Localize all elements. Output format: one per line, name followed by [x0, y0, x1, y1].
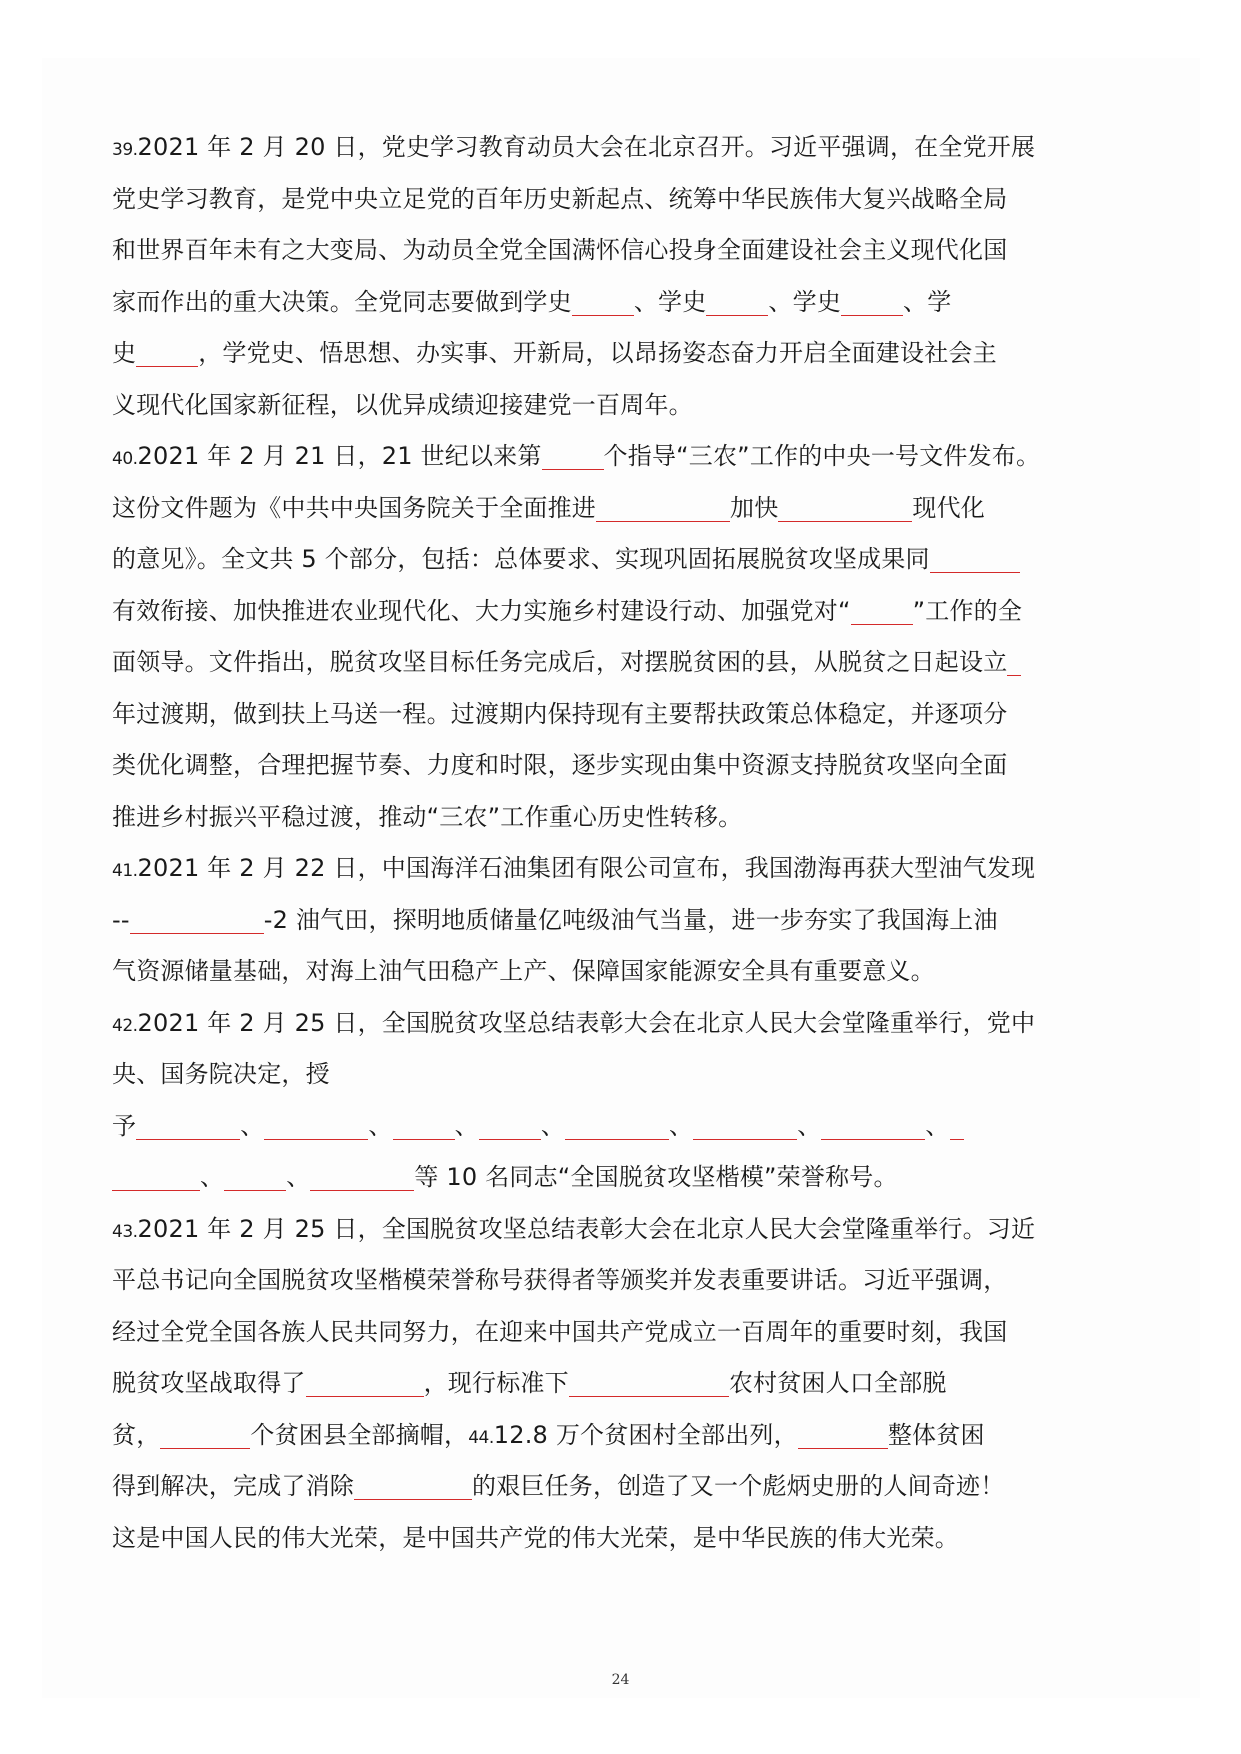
text-segment: 这是中国人民的伟大光荣，是中国共产党的伟大光荣，是中华民族的伟大光荣。 [112, 1523, 959, 1552]
text-segment: ”工作的全 [912, 596, 1023, 625]
text-segment: 有效衔接、加快推进农业现代化、大力实施乡村建设行动、加强党对“ [112, 596, 851, 625]
text-line [112, 483, 1024, 535]
text-segment: 2021 年 2 月 22 日，中国海洋石油集团有限公司宣布，我国渤海再获大型油气发现 [137, 854, 1036, 882]
text-segment: 的意见》。全文共 5 个部分，包括：总体要求、实现巩固拓展脱贫攻坚成果同 [112, 545, 930, 573]
question-number: 40. [112, 449, 138, 469]
text-segment: 党史学习教育，是党中央立足党的百年历史新起点、统筹中华民族伟大复兴战略全局 [112, 184, 1008, 213]
fill-blank[interactable] [393, 1109, 455, 1140]
text-segment: 2021 年 2 月 21 日，21 世纪以来第 [137, 442, 542, 470]
text-line [112, 1101, 1024, 1153]
text-line [112, 225, 1024, 277]
text-segment: 等 10 名同志“全国脱贫攻坚楷模”荣誉称号。 [414, 1163, 898, 1191]
fill-blank[interactable] [130, 903, 264, 934]
question-number: 42. [112, 1015, 138, 1036]
text-segment: 2021 年 2 月 25 日，全国脱贫攻坚总结表彰大会在北京人民大会堂隆重举行。习近 [137, 1214, 1036, 1243]
text-segment: 、学 [903, 287, 952, 316]
text-segment: 这份文件题为《中共中央国务院关于全面推进 [112, 493, 596, 522]
text-segment: 的艰巨任务，创造了又一个彪炳史册的人间奇迹！ [472, 1472, 1005, 1500]
text-line [112, 895, 1024, 947]
fill-blank[interactable] [306, 1366, 424, 1397]
text-segment: 经过全党全国各族人民共同努力，在迎来中国共产党成立一百周年的重要时刻，我国 [112, 1317, 1008, 1346]
text-segment: 、 [368, 1111, 393, 1140]
text-line [112, 1461, 1024, 1513]
text-line [112, 1307, 1024, 1359]
text-segment: 整体贫困 [887, 1420, 985, 1449]
question-number: 41. [112, 861, 138, 881]
question-42 [112, 998, 1036, 1204]
fill-blank[interactable] [224, 1160, 286, 1191]
text-segment: 类优化调整，合理把握节奏、力度和时限，逐步实现由集中资源支持脱贫攻坚向全面 [112, 751, 1008, 779]
text-segment: 、学史 [768, 287, 842, 316]
fill-blank[interactable] [798, 1418, 888, 1449]
text-line [112, 328, 1024, 380]
text-line [112, 174, 1024, 226]
document-body [112, 122, 1041, 1564]
text-line [112, 1049, 1024, 1101]
question-number: 39. [112, 140, 138, 160]
text-line [112, 1513, 1024, 1565]
text-line [112, 431, 1041, 483]
text-segment: 2021 年 2 月 20 日，党史学习教育动员大会在北京召开。习近平强调，在全党开展 [137, 133, 1036, 161]
fill-blank[interactable] [310, 1160, 414, 1191]
question-40 [112, 431, 1041, 843]
fill-blank[interactable] [841, 285, 903, 316]
text-segment: 面领导。文件指出，脱贫攻坚目标任务完成后，对摆脱贫困的县，从脱贫之日起设立 [112, 648, 1008, 676]
text-segment: 平总书记向全国脱贫攻坚楷模荣誉称号获得者等颁奖并发表重要讲话。习近平强调， [112, 1266, 1008, 1294]
text-segment: ，现行标准下 [423, 1369, 569, 1397]
text-segment: 脱贫攻坚战取得了 [112, 1369, 306, 1397]
text-segment: 、学史 [633, 287, 707, 316]
text-line [112, 1410, 1024, 1462]
text-line [112, 277, 1024, 329]
fill-blank[interactable] [136, 336, 198, 367]
text-segment: 、 [540, 1111, 566, 1140]
fill-blank[interactable] [950, 1109, 964, 1140]
fill-blank[interactable] [479, 1109, 541, 1140]
text-segment: 、 [454, 1111, 479, 1140]
text-segment: 个指导“三农”工作的中央一号文件发布。 [603, 442, 1041, 470]
fill-blank[interactable] [821, 1109, 925, 1140]
text-line [112, 843, 1036, 895]
text-segment: 和世界百年未有之大变局、为动员全党全国满怀信心投身全面建设社会主义现代化国 [112, 236, 1008, 264]
text-segment: -- [112, 905, 130, 934]
text-line [112, 946, 1024, 998]
fill-blank[interactable] [596, 491, 730, 522]
text-segment: 年过渡期，做到扶上马送一程。过渡期内保持现有主要帮扶政策总体稳定，并逐项分 [112, 699, 1008, 728]
question-number: 44. [468, 1427, 494, 1448]
fill-blank[interactable] [693, 1109, 797, 1140]
text-segment: 义现代化国家新征程，以优异成绩迎接建党一百周年。 [112, 390, 693, 419]
text-line [112, 586, 1024, 638]
text-line [112, 792, 1024, 844]
text-line [112, 637, 1024, 689]
question-number: 43. [112, 1221, 138, 1242]
text-segment: 加快 [730, 493, 779, 522]
text-segment: 、 [200, 1163, 225, 1191]
text-line [112, 534, 1024, 586]
text-line [112, 122, 1036, 174]
text-segment: ，学党史、悟思想、办实事、开新局，以昂扬姿态奋力开启全面建设社会主 [198, 339, 997, 367]
fill-blank[interactable] [136, 1109, 240, 1140]
text-segment: 家而作出的重大决策。全党同志要做到学史 [112, 287, 572, 316]
fill-blank[interactable] [112, 1160, 200, 1191]
text-line [112, 380, 1024, 432]
text-line [112, 1358, 1024, 1410]
text-segment: 现代化 [912, 493, 986, 522]
fill-blank[interactable] [930, 542, 1020, 573]
text-line [112, 740, 1024, 792]
text-line [112, 998, 1036, 1050]
fill-blank[interactable] [1007, 645, 1021, 676]
text-segment: 气资源储量基础，对海上油气田稳产上产、保障国家能源安全具有重要意义。 [112, 957, 935, 985]
text-segment: -2 油气田，探明地质储量亿吨级油气当量，进一步夯实了我国海上油 [263, 905, 998, 934]
text-segment: 个贫困县全部摘帽， [250, 1420, 469, 1449]
question-39 [112, 122, 1036, 431]
text-line [112, 1152, 1024, 1204]
text-segment: 史 [112, 339, 137, 367]
text-segment: 2021 年 2 月 25 日，全国脱贫攻坚总结表彰大会在北京人民大会堂隆重举行，党中 [137, 1008, 1036, 1037]
fill-blank[interactable] [160, 1418, 250, 1449]
text-segment: 推进乡村振兴平稳过渡，推动“三农”工作重心历史性转移。 [112, 802, 743, 831]
text-segment: 、 [797, 1111, 822, 1140]
text-segment: 得到解决，完成了消除 [112, 1472, 354, 1500]
text-segment: 12.8 万个贫困村全部出列， [493, 1420, 798, 1449]
fill-blank[interactable] [851, 594, 913, 625]
text-line [112, 1204, 1036, 1256]
page-number: 24 [611, 1672, 630, 1688]
text-line [112, 1255, 1024, 1307]
fill-blank[interactable] [706, 285, 768, 316]
fill-blank[interactable] [569, 1366, 729, 1397]
text-segment: 、 [286, 1163, 311, 1191]
fill-blank[interactable] [354, 1469, 472, 1500]
fill-blank[interactable] [565, 1109, 669, 1140]
text-segment: 予 [112, 1111, 137, 1140]
text-segment: 、 [240, 1111, 265, 1140]
text-segment: 农村贫困人口全部脱 [728, 1369, 947, 1397]
fill-blank[interactable] [542, 439, 604, 470]
text-segment: 、 [925, 1111, 950, 1140]
text-line [112, 689, 1024, 741]
text-segment: 央、国务院决定，授 [112, 1060, 330, 1088]
fill-blank[interactable] [572, 285, 634, 316]
question-41 [112, 843, 1036, 998]
fill-blank[interactable] [264, 1109, 368, 1140]
text-segment: 贫， [112, 1420, 161, 1449]
text-segment: 、 [669, 1111, 694, 1140]
question-43 [112, 1204, 1036, 1565]
fill-blank[interactable] [778, 491, 912, 522]
